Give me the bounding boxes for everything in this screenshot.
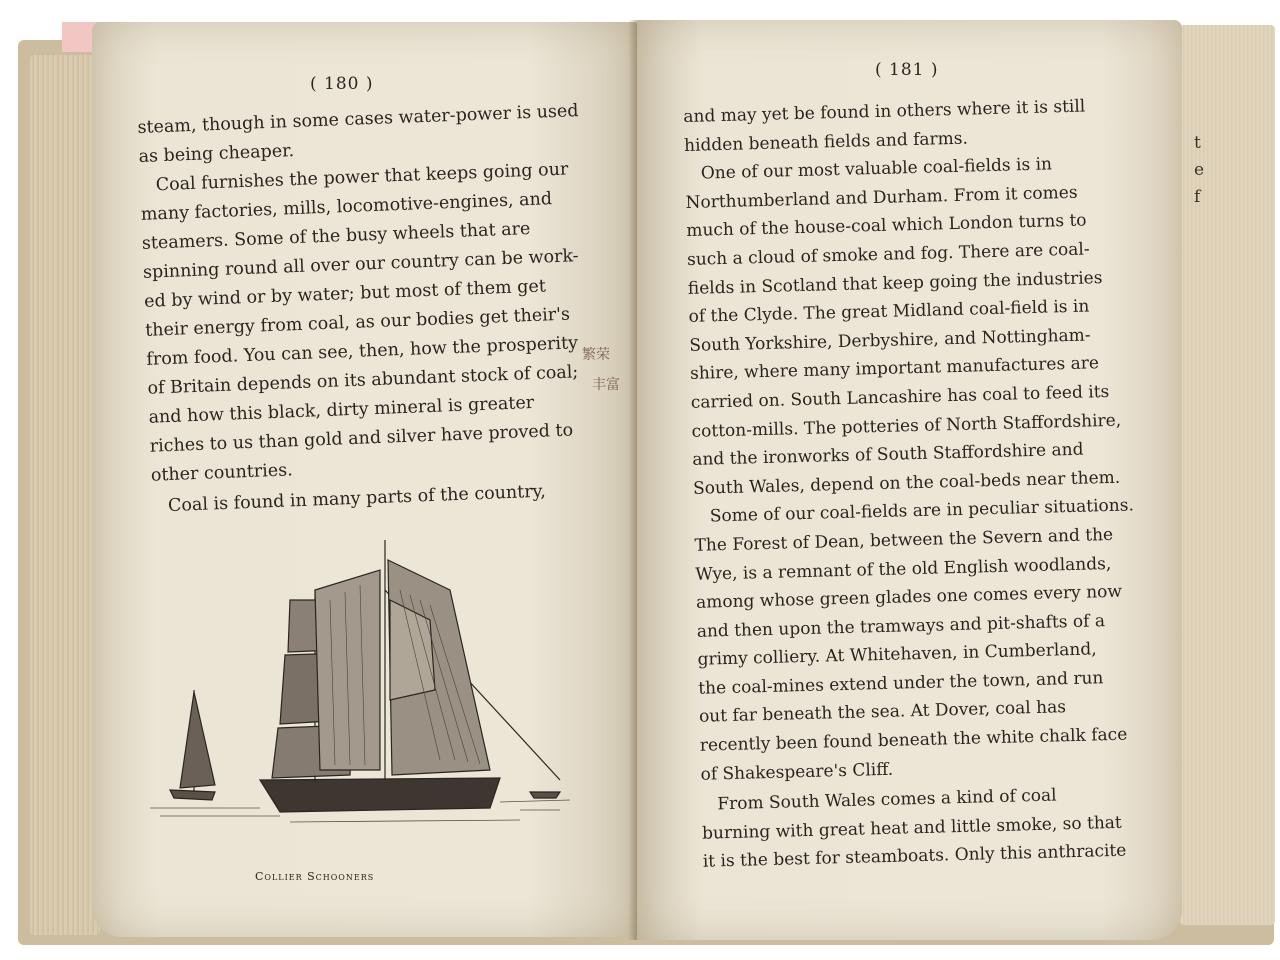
- text-line: from food. You can see, then, how the prosperity: [146, 333, 579, 370]
- text-line: Coal is found in many parts of the country,: [167, 481, 547, 517]
- right-page-text: [683, 91, 1153, 877]
- text-line: ed by wind or by water; but most of them get: [143, 276, 547, 312]
- text-line: their energy from coal, as our bodies get their's: [144, 304, 571, 341]
- edge-letter: t: [1194, 133, 1201, 153]
- text-line: steam, though in some cases water-power is used: [137, 101, 579, 138]
- text-line: burning with great heat and little smoke, so that: [701, 812, 1122, 844]
- text-line: as being cheaper.: [138, 141, 295, 167]
- text-line: South Wales, depend on the coal-beds near them.: [692, 467, 1121, 499]
- text-line: fields in Scotland that keep going the industries: [687, 267, 1103, 299]
- illustration-caption: Collier Schooners: [255, 870, 375, 883]
- left-page-text: [137, 97, 592, 522]
- text-line: and then upon the tramways and pit-shafts of a: [696, 610, 1106, 642]
- right-page-edges: [1180, 25, 1275, 925]
- right-page: [637, 20, 1182, 940]
- text-line: cotton-mills. The potteries of North Staffordshire,: [691, 410, 1122, 442]
- text-line: Some of our coal-fields are in peculiar situations.: [709, 495, 1135, 527]
- text-line: and how this black, dirty mineral is greater: [148, 392, 535, 428]
- text-line: of Shakespeare's Cliff.: [700, 759, 894, 785]
- page-number-180: ( 180 ): [310, 74, 374, 94]
- text-line: it is the best for steamboats. Only this anthracite: [702, 841, 1127, 873]
- text-line: the coal-mines extend under the town, and run: [698, 668, 1104, 699]
- text-line: many factories, mills, locomotive-engines, and: [140, 189, 553, 225]
- text-line: of Britain depends on its abundant stock of coal;: [147, 362, 579, 399]
- text-line: hidden beneath fields and farms.: [683, 128, 969, 156]
- text-line: shire, where many important manufactures are: [689, 353, 1100, 385]
- text-line: steamers. Some of the busy wheels that are: [141, 218, 531, 254]
- edge-letter: e: [1194, 160, 1205, 180]
- text-line: Wye, is a remnant of the old English woodlands,: [695, 553, 1112, 585]
- text-line: carried on. South Lancashire has coal to feed its: [690, 381, 1110, 413]
- text-line: among whose green glades one comes every now: [695, 581, 1123, 613]
- text-line: The Forest of Dean, between the Severn and the: [694, 524, 1114, 556]
- text-line: recently been found beneath the white chalk face: [699, 724, 1128, 756]
- handwritten-annotation: 繁荣: [582, 347, 610, 363]
- text-line: much of the house-coal which London turns to: [686, 210, 1087, 242]
- text-line: such a cloud of smoke and fog. There are coal-: [686, 239, 1090, 270]
- text-line: spinning round all over our country can be work-: [142, 246, 579, 283]
- text-line: and may yet be found in others where it is still: [683, 96, 1086, 127]
- edge-letter: f: [1194, 187, 1201, 207]
- text-line: Coal furnishes the power that keeps going our: [155, 159, 569, 196]
- text-line: South Yorkshire, Derbyshire, and Nottingham-: [689, 325, 1091, 356]
- text-line: One of our most valuable coal-fields is in: [700, 154, 1053, 184]
- page-number-181: ( 181 ): [875, 60, 939, 80]
- text-line: and the ironworks of South Staffordshire and: [692, 439, 1084, 470]
- text-line: riches to us than gold and silver have proved to: [149, 420, 574, 457]
- handwritten-annotation: 丰富: [592, 377, 620, 393]
- text-line: grimy colliery. At Whitehaven, in Cumberland,: [697, 639, 1097, 671]
- text-line: other countries.: [150, 460, 294, 486]
- left-page-edges: [30, 55, 100, 935]
- text-line: Northumberland and Durham. From it comes: [685, 182, 1078, 213]
- text-line: of the Clyde. The great Midland coal-field is in: [688, 296, 1090, 328]
- text-line: From South Wales comes a kind of coal: [717, 785, 1057, 815]
- text-line: out far beneath the sea. At Dover, coal has: [698, 697, 1067, 728]
- collier-schooners-illustration: [140, 530, 580, 850]
